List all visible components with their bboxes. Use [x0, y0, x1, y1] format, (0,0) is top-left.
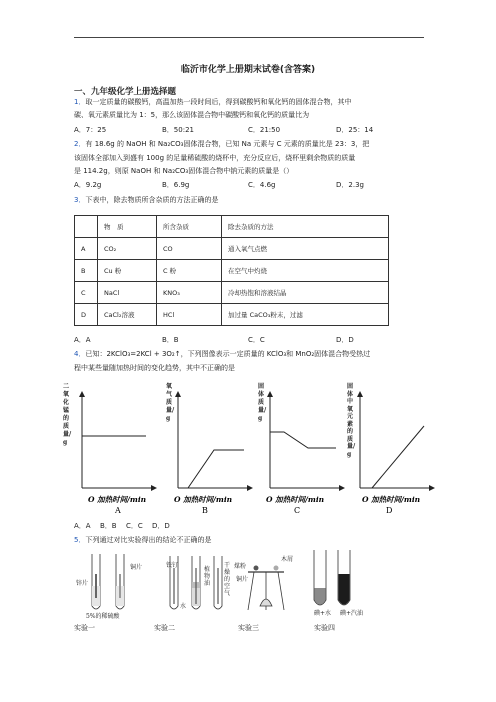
exp1-zinc-label: 锌片 — [76, 580, 89, 587]
q4-graphs — [60, 378, 440, 518]
table-header-cell — [75, 216, 98, 238]
graph-b-xlabel: O 加热时间/min — [174, 495, 233, 504]
table-cell: D — [75, 304, 98, 326]
graph-c-xlabel: O 加热时间/min — [266, 495, 325, 504]
table-header-cell: 除去杂质的方法 — [222, 216, 389, 238]
table-cell: B — [75, 260, 98, 282]
graph-b-letter: B — [202, 506, 208, 515]
table-header-cell: 所含杂质 — [157, 216, 222, 238]
graph-c-line — [270, 432, 336, 448]
question-4-line2: 程中某些量随加热时间的变化趋势，其中不正确的是 — [74, 364, 235, 372]
graph-d-line — [372, 426, 424, 488]
graph-d-letter: D — [386, 506, 393, 515]
table-header-cell: 物 质 — [98, 216, 157, 238]
table-cell: CO₂ — [98, 238, 157, 260]
exp2-oil-label: 植物油 — [204, 566, 211, 587]
q3-option-b[interactable]: B．B — [162, 336, 179, 344]
question-3 — [74, 194, 218, 207]
exp1-acid-label: 5%的稀硫酸 — [86, 613, 120, 620]
q4-option-c[interactable]: C．C — [126, 522, 143, 530]
exp3-wood-label: 木屑 — [281, 556, 294, 563]
question-text: 取一定质量的碳酸钙，高温加热一段时间后，得到碳酸钙和氧化钙的固体混合物，其中 — [85, 98, 352, 106]
graph-a-xlabel: O 加热时间/min — [88, 495, 147, 504]
graph-a — [82, 392, 156, 515]
experiment-4-figure — [314, 550, 350, 605]
header-rule — [74, 37, 424, 38]
table-cell: CaCl₂溶液 — [98, 304, 157, 326]
exp2-water-label: 水 — [180, 603, 187, 610]
question-text: 有 18.6g 的 NaOH 和 Na₂CO₃固体混合物，已知 Na 元素与 C 元素的质量比是 23：3，把 — [85, 140, 370, 148]
q3-option-c[interactable]: C．C — [248, 336, 265, 344]
question-2-line3: 是 114.2g，则原 NaOH 和 Na₂CO₃固体混合物中钠元素的质量是（） — [74, 167, 294, 175]
exp1-copper-label: 铜片 — [130, 564, 143, 571]
graph-c-letter: C — [294, 506, 301, 515]
question-text: 已知：2KClO₃=2KCl + 3O₂↑，下列图像表示一定质量的 KClO₃和 MnO₂固体混合物受热过 — [85, 350, 371, 358]
question-number: 1． — [74, 98, 86, 106]
table-cell: HCl — [157, 304, 222, 326]
table-header-row — [75, 216, 389, 238]
q2-option-a[interactable]: A．9.2g — [74, 181, 102, 189]
question-1 — [74, 96, 351, 109]
exp3-coal-label: 煤粉 — [234, 563, 247, 570]
exp2-air-label: 干燥的空气 — [224, 562, 231, 597]
graph-b-line — [188, 450, 244, 488]
table-cell: C 粉 — [157, 260, 222, 282]
table-row — [75, 238, 389, 260]
graph-d-ylabel: 固体中氧元素的质量/g — [347, 383, 356, 458]
experiment-2-caption: 实验二 — [154, 624, 175, 632]
question-2-line2: 该固体全部加入到盛有 100g 的足量稀硫酸的烧杯中，充分反应后，烧杯里剩余物质的质量 — [74, 154, 356, 162]
table-cell: A — [75, 238, 98, 260]
question-5 — [74, 534, 211, 547]
document-title: 临沂市化学上册期末试卷(含答案) — [180, 65, 316, 75]
table-row — [75, 260, 389, 282]
q3-option-a[interactable]: A．A — [74, 336, 91, 344]
graph-d-xlabel: O 加热时间/min — [362, 495, 421, 504]
question-text: 下表中，除去物质所含杂质的方法正确的是 — [85, 196, 219, 204]
graph-c-ylabel: 固体质量/g — [258, 383, 267, 422]
question-text: 下列通过对比实验得出的结论不正确的是 — [85, 536, 212, 544]
q3-option-d[interactable]: D．D — [336, 336, 354, 344]
experiment-3-caption: 实验三 — [238, 624, 259, 632]
graph-c — [266, 392, 344, 515]
impurity-table — [74, 215, 389, 326]
exp4-right-label: 碘+汽油 — [340, 610, 364, 617]
experiment-3-figure — [248, 566, 284, 611]
table-cell: 加过量 CaCO₃粉末，过滤 — [222, 304, 389, 326]
table-cell: NaCl — [98, 282, 157, 304]
experiment-1-caption: 实验一 — [74, 624, 95, 632]
table-row — [75, 282, 389, 304]
table-cell: KNO₃ — [157, 282, 222, 304]
q1-option-c[interactable]: C．21:50 — [248, 126, 281, 134]
q2-option-d[interactable]: D．2.3g — [336, 181, 364, 189]
table-cell: CO — [157, 238, 222, 260]
graph-d — [360, 392, 434, 515]
q4-option-b[interactable]: B．B — [100, 522, 117, 530]
graph-b-ylabel: 氧气质量/g — [166, 383, 175, 422]
table-cell: 在空气中灼烧 — [222, 260, 389, 282]
question-number: 3． — [74, 196, 86, 204]
q4-option-d[interactable]: D．D — [152, 522, 170, 530]
exp3-copper-label: 铜片 — [236, 576, 249, 583]
q2-option-c[interactable]: C．4.6g — [248, 181, 276, 189]
graph-b — [174, 392, 252, 515]
question-number: 4． — [74, 350, 86, 358]
table-cell: C — [75, 282, 98, 304]
experiment-4-caption: 实验四 — [314, 624, 335, 632]
q1-option-b[interactable]: B．50:21 — [162, 126, 194, 134]
table-cell: 通入氧气点燃 — [222, 238, 389, 260]
table-cell: Cu 粉 — [98, 260, 157, 282]
q4-option-a[interactable]: A．A — [74, 522, 91, 530]
table-cell: 冷却热饱和溶液结晶 — [222, 282, 389, 304]
exp4-left-label: 碘+水 — [314, 610, 332, 617]
question-number: 5． — [74, 536, 86, 544]
question-number: 2． — [74, 140, 86, 148]
graph-a-ylabel: 二氧化锰的质量/g — [63, 383, 72, 446]
question-4 — [74, 348, 370, 361]
experiment-1-figure — [92, 554, 124, 609]
q2-option-b[interactable]: B．6.9g — [162, 181, 190, 189]
graph-a-letter: A — [115, 506, 121, 515]
question-2 — [74, 138, 369, 151]
section-title: 一、九年级化学上册选择题 — [74, 87, 177, 97]
q1-option-a[interactable]: A．7：25 — [74, 126, 107, 134]
exp2-nail-label: 铁钉 — [166, 562, 179, 569]
question-1-line2: 碳、氧元素质量比为 1：5，那么该固体混合物中碳酸钙和氧化钙的质量比为 — [74, 111, 310, 119]
table-row — [75, 304, 389, 326]
q1-option-d[interactable]: D．25：14 — [336, 126, 374, 134]
